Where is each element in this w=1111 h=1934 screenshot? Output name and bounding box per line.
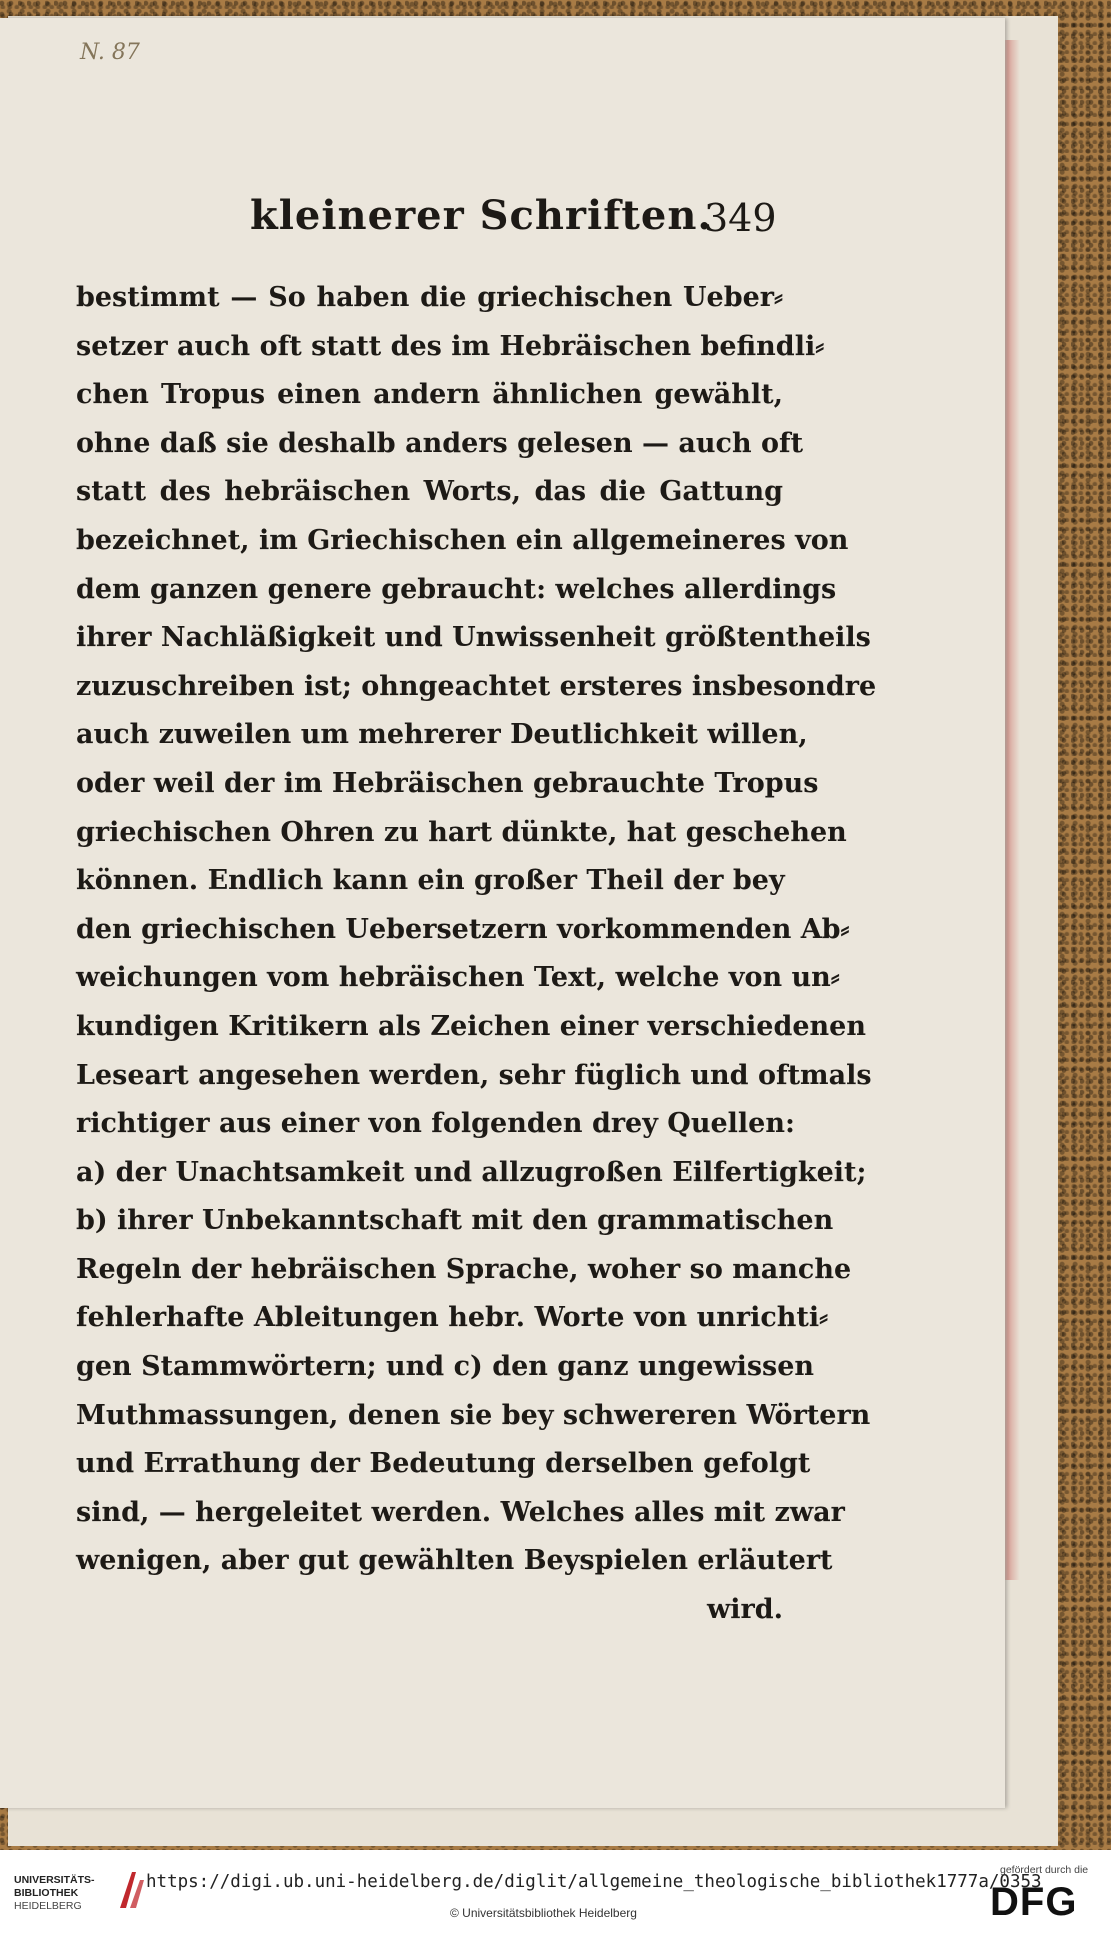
text-line: auch zuweilen um mehrerer Deutlichkeit willen, bbox=[76, 719, 808, 751]
institution-name-line3: HEIDELBERG bbox=[14, 1900, 82, 1912]
text-line: den griechischen Uebersetzern vorkommenden Ab⸗ bbox=[76, 913, 850, 945]
book-page bbox=[0, 18, 1005, 1808]
text-line: können. Endlich kann ein großer Theil der bey bbox=[76, 865, 785, 897]
text-line: a) der Unachtsamkeit und allzugroßen Eilfertigkeit; bbox=[76, 1156, 867, 1188]
catchword: wird. bbox=[706, 1594, 783, 1626]
text-line: ihrer Nachläßigkeit und Unwissenheit größtentheils bbox=[76, 622, 871, 654]
text-line: gen Stammwörtern; und c) den ganz ungewissen bbox=[76, 1351, 815, 1383]
text-line: statt des hebräischen Worts, das die Gattung bbox=[76, 476, 783, 508]
text-line: oder weil der im Hebräischen gebrauchte Tropus bbox=[76, 767, 819, 799]
institution-name-line2: BIBLIOTHEK bbox=[14, 1887, 79, 1899]
text-line: kundigen Kritikern als Zeichen einer verschiedenen bbox=[76, 1010, 866, 1042]
text-line: setzer auch oft statt des im Hebräischen befindli⸗ bbox=[76, 330, 825, 362]
text-line: Regeln der hebräischen Sprache, woher so manche bbox=[76, 1253, 852, 1285]
page-number: 349 bbox=[704, 196, 777, 240]
text-line: fehlerhafte Ableitungen hebr. Worte von unrichti⸗ bbox=[76, 1302, 829, 1334]
institution-name-line1: UNIVERSITÄTS- bbox=[14, 1874, 95, 1886]
text-line: zuzuschreiben ist; ohngeachtet ersteres insbesondre bbox=[76, 670, 877, 702]
text-line: Leseart angesehen werden, sehr füglich und oftmals bbox=[76, 1059, 872, 1091]
text-line: dem ganzen genere gebraucht: welches allerdings bbox=[76, 573, 837, 605]
text-line: bestimmt — So haben die griechischen Ueber⸗ bbox=[76, 282, 783, 313]
viewer-footer bbox=[0, 1850, 1111, 1934]
text-line: Muthmassungen, denen sie bey schwereren Wörtern bbox=[76, 1399, 871, 1431]
permalink-url[interactable]: https://digi.ub.uni-heidelberg.de/diglit/allgemeine_theologische_bibliothek1777a/0353 bbox=[146, 1872, 1042, 1892]
text-line: und Errathung der Bedeutung derselben gefolgt bbox=[76, 1448, 811, 1480]
text-line: weichungen vom hebräischen Text, welche von un⸗ bbox=[76, 962, 840, 994]
funding-note: gefördert durch die bbox=[1000, 1864, 1089, 1876]
dfg-logo[interactable]: DFG bbox=[990, 1880, 1078, 1924]
text-line: ohne daß sie deshalb anders gelesen — auch oft bbox=[76, 427, 804, 459]
text-line: bezeichnet, im Griechischen ein allgemeineres von bbox=[76, 524, 849, 556]
institution-logo[interactable] bbox=[14, 1874, 95, 1913]
copyright-notice: © Universitätsbibliothek Heidelberg bbox=[450, 1906, 637, 1920]
text-line: chen Tropus einen andern ähnlichen gewählt, bbox=[76, 379, 783, 411]
text-line: wenigen, aber gut gewählten Beyspielen erläutert bbox=[76, 1545, 833, 1577]
shelfmark: N. 87 bbox=[80, 40, 140, 65]
running-head: kleinerer Schriften. bbox=[250, 192, 713, 239]
text-line: richtiger aus einer von folgenden drey Quellen: bbox=[76, 1108, 795, 1140]
text-line: b) ihrer Unbekanntschaft mit den grammatischen bbox=[76, 1205, 834, 1237]
text-line: griechischen Ohren zu hart dünkte, hat geschehen bbox=[76, 816, 847, 848]
text-line: sind, — hergeleitet werden. Welches alles mit zwar bbox=[76, 1496, 845, 1528]
body-text bbox=[76, 274, 877, 1635]
